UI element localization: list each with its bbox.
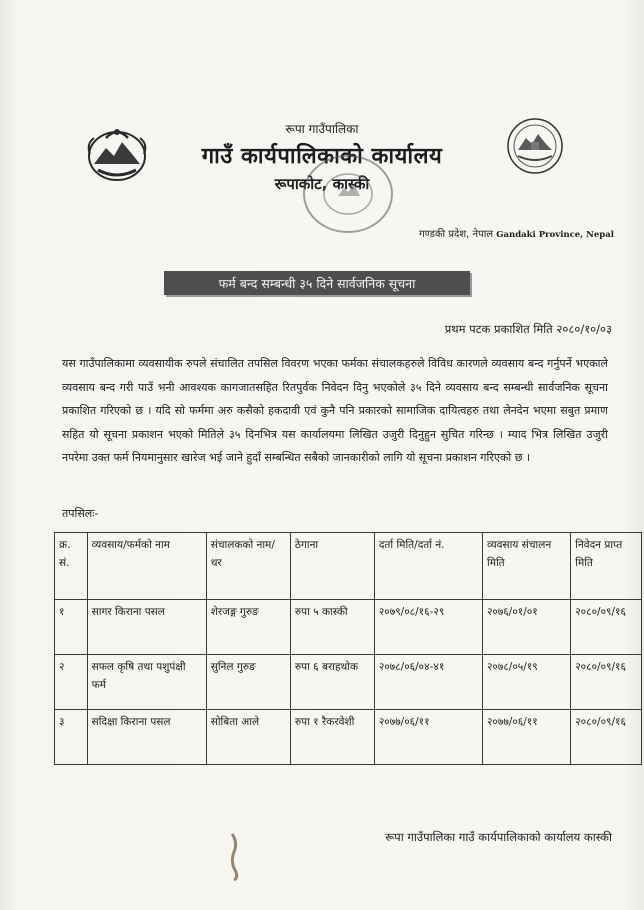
- cell-application-date: २०८०/०९/१६: [571, 710, 642, 765]
- office-stamp: [300, 152, 396, 236]
- cell-firm-name: सदिक्षा किराना पसल: [87, 710, 206, 765]
- cell-address: रुपा ६ बराहथोक: [290, 655, 374, 710]
- cell-application-date: २०८०/०९/१६: [571, 655, 642, 710]
- header-application-date: निवेदन प्राप्त मिति: [571, 533, 642, 600]
- cell-address: रुपा ५ कास्की: [290, 600, 374, 655]
- cell-serial: ३: [55, 710, 88, 765]
- header-operation-date: व्यवसाय संचालन मिति: [482, 533, 570, 600]
- cell-operator-name: सोबिता आले: [206, 710, 290, 765]
- details-label: तपसिलः-: [62, 507, 99, 520]
- notice-body: यस गाउँपालिकामा व्यवसायीक रुपले संचालित तपसिल विवरण भएका फर्मका संचालकहरुले विविध कारणले व्यवसाय बन्द गर्नुपर्ने भएकाले व्यवसाय बन्द गरी पाउँ भनी आवश्यक कागजातसहित रितपुर्वक निवेदन दिनु भएकोले ३५ दिने व्यवसाय बन्द सम्बन्धी सार्वजनिक सूचना प्रकाशित गरिएको छ । यदि सो फर्ममा अरु कसैको हकदावी एवं कुनै पनि प्रकारको सामाजिक दायित्वहरु तथा लेनदेन भएमा सबुत प्रमाण सहित यो सूचना प्रकाशन भएको मितिले ३५ दिनभित्र यस कार्यालयमा लिखित उजुरी दिनुहुन सुचित गरिन्छ । म्याद भित्र लिखित उजुरी नपरेमा उक्त फर्म नियमानुसार खारेज भई जाने हुदाँ सम्बन्धित सबैको जानकारीको लागि यो सूचना प्रकाशन गरिएको छ ।: [62, 357, 608, 464]
- table-row: [55, 655, 642, 710]
- table-header-row: [55, 533, 642, 600]
- header-serial: क्र. सं.: [55, 533, 88, 600]
- header-address: ठेगाना: [290, 533, 374, 600]
- cell-operation-date: २०७७/०६/११: [482, 710, 570, 765]
- cell-serial: १: [55, 600, 88, 655]
- cell-operation-date: २०७६/०१/०१: [482, 600, 570, 655]
- province-line: [419, 226, 614, 240]
- header-registration: दर्ता मिति/दर्ता नं.: [374, 533, 482, 600]
- cell-registration: २०७८/०६/०४-४१: [374, 655, 482, 710]
- cell-registration: २०७७/०६/११: [374, 710, 482, 765]
- table-row: [55, 600, 642, 655]
- cell-registration: २०७९/०८/१६-२९: [374, 600, 482, 655]
- cell-operation-date: २०७८/०५/१९: [482, 655, 570, 710]
- cell-firm-name: सफल कृषि तथा पशुपंक्षी फर्म: [87, 655, 206, 710]
- cell-serial: २: [55, 655, 88, 710]
- cell-firm-name: सागर किराना पसल: [87, 600, 206, 655]
- office-title: गाउँ कार्यपालिकाको कार्यालय: [201, 144, 443, 169]
- province-english: Gandaki Province, Nepal: [496, 230, 614, 240]
- cell-application-date: २०८०/०९/१६: [571, 600, 642, 655]
- office-location: रूपाकोट, कास्की: [274, 175, 370, 193]
- header-firm-name: व्यवसाय/फर्मको नाम: [87, 533, 206, 600]
- publication-date: प्रथम पटक प्रकाशित मिति २०८०/१०/०३: [444, 322, 612, 336]
- firm-closure-table: [54, 532, 642, 765]
- notice-title: फर्म बन्द सम्बन्धी ३५ दिने सार्वजनिक सूचना: [164, 271, 470, 295]
- cell-operator-name: सुनिल गुरुङ: [206, 655, 290, 710]
- cell-address: रुपा १ रैकरवेशी: [290, 710, 374, 765]
- header-operator-name: संचालकको नाम/थर: [206, 533, 290, 600]
- ink-signature-mark: [224, 832, 244, 882]
- table-row: [55, 710, 642, 765]
- signature-line: रूपा गाउँपालिका गाउँ कार्यपालिकाको कार्यालय कास्की: [385, 830, 612, 844]
- municipality-name: रूपा गाउँपालिका: [285, 122, 359, 136]
- province-nepali: गण्डकी प्रदेश, नेपाल: [419, 229, 494, 240]
- cell-operator-name: शेरजङ्ग गुरुङ: [206, 600, 290, 655]
